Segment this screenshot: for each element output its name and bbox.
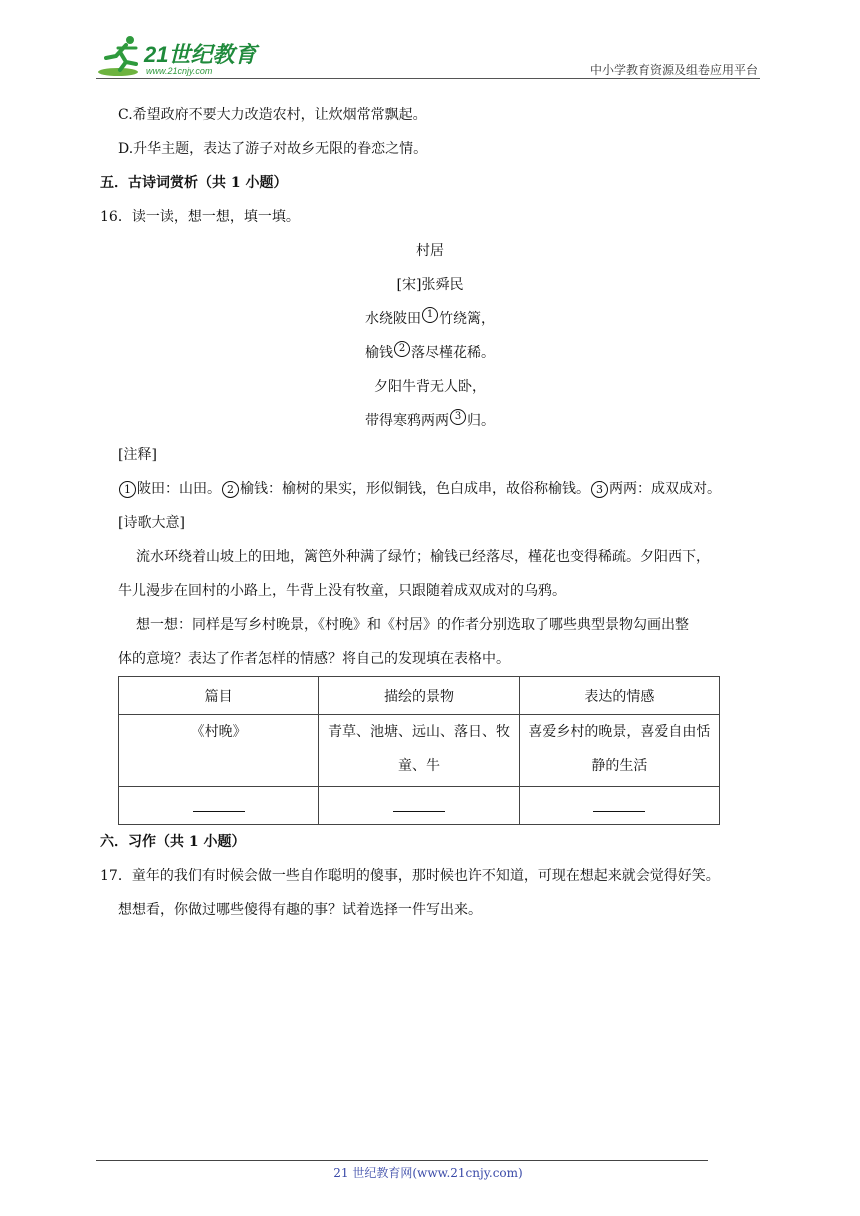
think-line-1: 想一想：同样是写乡村晚景，《村晚》和《村居》的作者分别选取了哪些典型景物勾画出整: [136, 617, 689, 633]
document-body: [100, 98, 760, 927]
meaning-line-2: 牛儿漫步在回村的小路上，牛背上没有牧童，只跟随着成双成对的乌鸦。: [118, 583, 566, 599]
table-cell-title-cunwan: 《村晚》: [119, 715, 319, 787]
table-header-scenery: 描绘的景物: [319, 677, 519, 715]
meaning-line-1: 流水环绕着山坡上的田地，篱笆外种满了绿竹；榆钱已经落尽，槿花也变得稀疏。夕阳西下，: [136, 549, 710, 565]
poem-title: 村居: [416, 243, 444, 259]
footer-divider: [96, 1160, 708, 1161]
table-header-title: 篇目: [119, 677, 319, 715]
blank-scenery[interactable]: [319, 787, 519, 825]
blank-emotion[interactable]: [519, 787, 719, 825]
footnote-mark-3: 3: [450, 409, 466, 425]
poem-line-2: 榆钱 $^2$ 落尽槿花稀。: [365, 343, 495, 361]
answer-table: [118, 676, 720, 825]
blank-title[interactable]: [119, 787, 319, 825]
table-cell-scenery-cunwan: 青草、池塘、远山、落日、牧 童、牛: [319, 715, 519, 787]
section-6-heading: 六．习作（共 1 小题）: [100, 834, 246, 850]
logo-text: 21世纪教育: [144, 42, 257, 67]
poem-line-3: 夕阳牛背无人卧，: [374, 379, 486, 395]
table-cell-emotion-cunwan: 喜爱乡村的晚景，喜爱自由恬 静的生活: [519, 715, 719, 787]
header-divider: [96, 78, 760, 79]
question-16-prompt: 16．读一读，想一想，填一填。: [100, 209, 300, 225]
logo-url: www.21cnjy.com: [146, 66, 213, 76]
platform-name: 中小学教育资源及组卷应用平台: [589, 63, 758, 77]
table-header-emotion: 表达的情感: [519, 677, 719, 715]
notes-content: 1 陂田：山田。 2 榆钱：榆树的果实，形似铜钱，色白成串，故俗称榆钱。 3 两两：成双成对。: [100, 472, 760, 506]
meaning-label: [诗歌大意]: [118, 515, 185, 531]
option-d: D.升华主题，表达了游子对故乡无限的眷恋之情。: [118, 141, 428, 157]
footnote-mark-1: 1: [422, 307, 438, 323]
section-5-heading: 五．古诗词赏析（共 1 小题）: [100, 175, 288, 191]
notes-label: [注释]: [118, 447, 157, 463]
poem-line-4: 带得寒鸦两两 $^3$ 归。: [365, 411, 495, 429]
question-17-line-1: 17．童年的我们有时候会做一些自作聪明的傻事，那时候也许不知道，可现在想起来就会觉得好笑。: [100, 868, 720, 884]
page-header: [96, 34, 760, 78]
footnote-mark-2: 2: [394, 341, 410, 357]
question-17-line-2: 想想看，你做过哪些傻得有趣的事？试着选择一件写出来。: [118, 902, 482, 918]
footer-text[interactable]: 21 世纪教育网(www.21cnjy.com): [333, 1166, 523, 1180]
poem-line-1: 水绕陂田 $^1$ 竹绕篱，: [365, 309, 495, 327]
poem-author: [宋]张舜民: [396, 277, 464, 293]
option-c: C.希望政府不要大力改造农村，让炊烟常常飘起。: [118, 107, 427, 123]
think-line-2: 体的意境？表达了作者怎样的情感？将自己的发现填在表格中。: [118, 651, 510, 667]
logo-21cnjy: [96, 34, 266, 78]
